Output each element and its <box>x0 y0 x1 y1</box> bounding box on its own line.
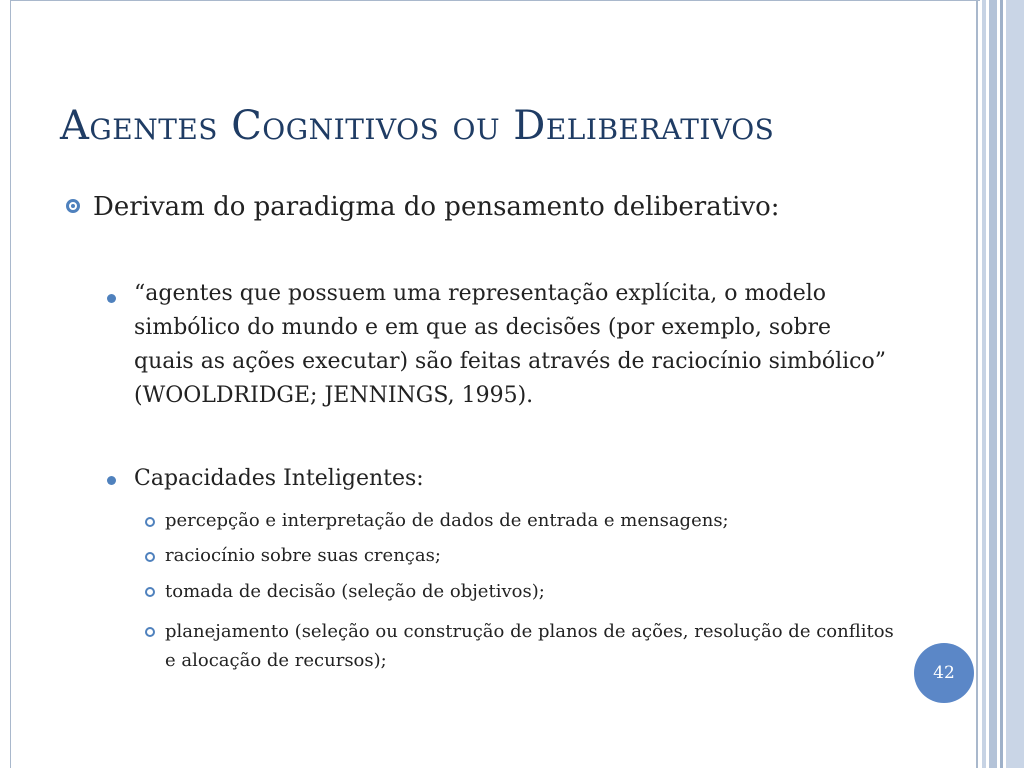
bullet-icon <box>107 294 116 303</box>
bullet-level1: Derivam do paradigma do pensamento deliberativo: <box>93 192 780 222</box>
bullet-level2: “agentes que possuem uma representação explícita, o modelo simbólico do mundo e em que as decisões (por exemplo, sobre quais as ações executar) são feitas através de raciocínio simbólico” (WOOLDRIDGE; JENNINGS, 1995). <box>134 281 886 408</box>
bullet-icon <box>145 552 155 562</box>
bullet-level3: raciocínio sobre suas crenças; <box>165 545 441 566</box>
page-number-badge: 42 <box>914 643 974 703</box>
bullet-icon <box>145 517 155 527</box>
slide-title: Agentes Cognitivos ou Deliberativos <box>60 103 775 149</box>
bullet-icon <box>66 199 80 213</box>
bullet-icon <box>145 627 155 637</box>
bullet-icon <box>107 476 116 485</box>
bullet-icon <box>145 587 155 597</box>
bullet-level3: planejamento (seleção ou construção de planos de ações, resolução de conflitos e alocação de recursos); <box>165 621 894 671</box>
bullet-level3: tomada de decisão (seleção de objetivos); <box>165 581 545 602</box>
bullet-level2: Capacidades Inteligentes: <box>134 466 424 491</box>
bullet-level3: percepção e interpretação de dados de entrada e mensagens; <box>165 510 729 531</box>
